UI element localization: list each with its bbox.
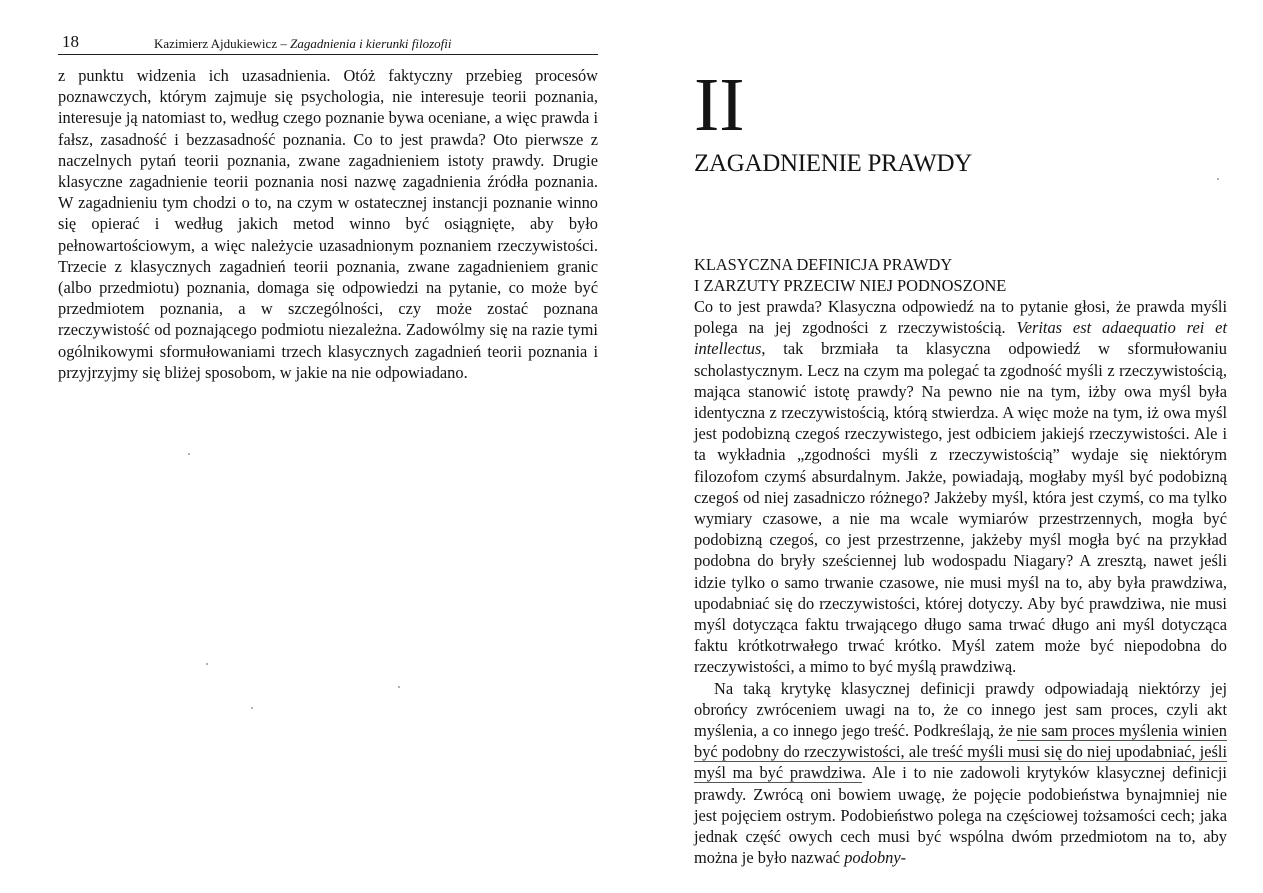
running-title [154,36,452,52]
left-paragraph: z punktu widzenia ich uzasadnienia. Otóż faktyczny przebieg procesów poznawczych, którym zajmuje się psychologia, nie interesuje teorii poznania, interesuje ją natomiast to, według czego poznanie bywa oceniane, a więc prawda i fałsz, zasadność i bezzasadność poznania. Co to jest prawda? Oto pierwsze z naczelnych pytań teorii poznania, zwane zagadnieniem istoty prawdy. Drugie klasyczne zagadnienie teorii poznania nosi nazwę zagadnienia źródła poznania. W zagadnieniu tym chodzi o to, na czym w ostatecznej instancji poznanie winno się opierać i według jakich metod winno być osiągnięte, aby było pełnowartościowym, a więc należycie uzasadnionym poznaniem rzeczywistości. Trzecie z klasycznych zagadnień teorii poznania, zwane zagadnieniem granic (albo przedmiotu) poznania, domaga się odpowiedzi na pytanie, co może być przedmiotem poznania, a w szczególności, czy może zostać poznana rzeczywistość od poznającego podmiotu niezależna. Zadowólmy się na razie tymi ogólnikowymi sformułowaniami trzech klasycznych zagadnień teorii poznania i przyjrzyjmy się bliżej sposobom, w jakie na nie odpowiadano. [58,66,598,382]
running-head-author: Kazimierz Ajdukiewicz – [154,36,291,51]
scan-speck [398,686,400,688]
scan-speck [188,453,190,455]
p1-part-a: Co to jest prawda? Klasyczna odpowiedź na to pytanie głosi, że prawda myśli polega na jej zgodności z rzeczywistością. [694,297,1227,338]
latin-definition: Veritas est adaequatio rei et intellectus [694,318,1227,359]
p2-italic-end: podobny- [844,848,907,868]
section-heading-line-1: KLASYCZNA DEFINICJA PRAWDY [694,255,953,274]
page-number: 18 [62,32,79,51]
p2-part-b: . Ale i to nie zadowoli krytyków klasycznej definicji prawdy. Zwrócą oni bowiem uwagę, że pojęcie podobieństwa bynajmniej nie jest pojęciem ostrym. Podobieństwo polega na częściowej tożsamości cech; jaka jednak część owych cech musi być wspólna dwóm przedmiotom na to, aby można je było nazwać [694,763,1227,868]
section-heading-line-2: I ZARZUTY PRZECIW NIEJ PODNOSZONE [694,276,1007,295]
underlined-passage: nie sam proces myślenia winien być podobny do rzeczywistości, ale treść myśli musi się do niej upodabniać, jeśli myśl ma być prawdziwa [694,721,1227,783]
left-page [58,30,598,383]
scan-speck [1217,178,1219,180]
paragraph-1 [694,296,1227,678]
p2-part-a: Na taką krytykę klasycznej definicji prawdy odpowiadają niektórzy jej obrońcy zwróceniem uwagi na to, że co innego jest sam proces, czyli akt myślenia, a co innego jego treść. Podkreślają, że [694,678,1227,741]
right-body [694,296,1227,868]
scan-speck [206,663,208,665]
chapter-number: II [694,63,745,147]
scan-speck [251,707,253,709]
section-heading [694,254,1227,296]
paragraph-2 [694,678,1227,869]
chapter-title: ZAGADNIENIE PRAWDY [694,150,972,177]
p1-part-b: , tak brzmiała ta klasyczna odpowiedź w sformułowaniu scholastycznym. Lecz na czym ma polegać ta zgodność myśli z rzeczywistością, mająca stanowić istotę prawdy? Na pewno nie na tym, iżby owa myśl była identyczna z rzeczywistością, którą stwierdza. A więc może na tym, iż owa myśl jest podobizną czegoś rzeczywistego, jest odbiciem jakiejś rzeczywistości. Ale i ta wykładnia „zgodności myśli z rzeczywistością” wydaje się niektórym filozofom czymś absurdalnym. Jakże, powiadają, mogłaby myśl być podobizną czegoś od niej zasadniczo różnego? Jakżeby myśl, która jest czymś, co ma tylko wymiary czasowe, a nie ma wcale wymiarów przestrzennych, mogła być podobizną czegoś, co jest przestrzenne, jakżeby myśl mogła być na przykład podobna do bryły sześciennej lub wodospadu Niagary? A zresztą, nawet jeśli idzie tylko o samo trwanie czasowe, nie musi myśl na to, aby była prawdziwa, upodabniać się do rzeczywistości, której dotyczy. Aby być prawdziwa, nie musi myśl dotycząca faktu trwającego długo sama trwać długo ani myśl dotycząca faktu krótkotrwałego trwać krótko. Myśl zatem może być niepodobna do rzeczywistości, a mimo to być myślą prawdziwą. [694,339,1227,677]
running-head [58,30,598,55]
running-head-book-title: Zagadnienia i kierunki filozofii [290,36,452,51]
right-page [694,63,1227,868]
